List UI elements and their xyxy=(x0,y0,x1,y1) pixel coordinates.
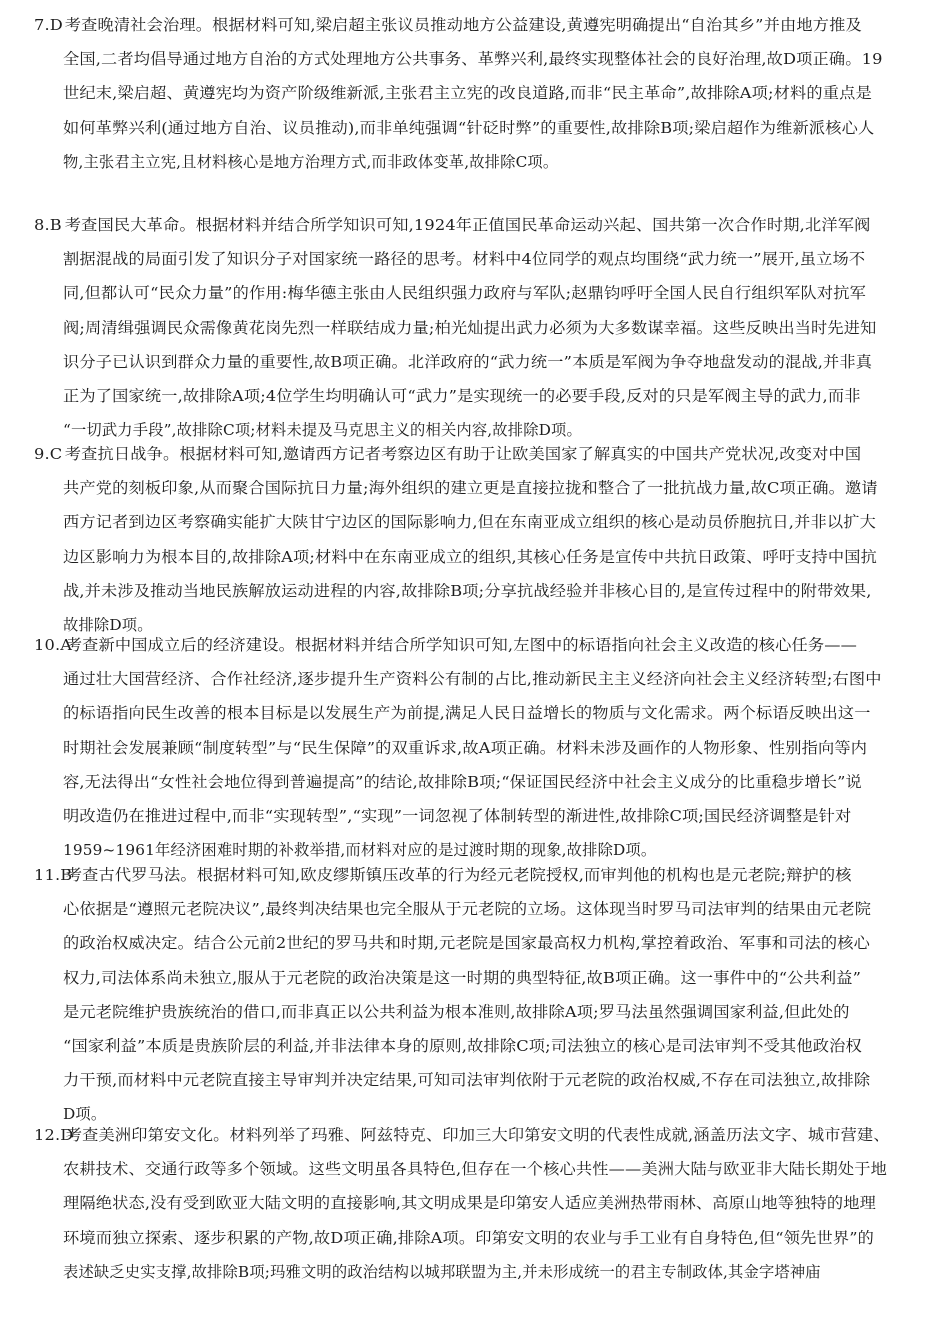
answer-text-line: 1959~1961年经济困难时期的补救举措,而材料对应的是过渡时期的现象,故排除D项。 xyxy=(63,841,657,860)
answer-text-line: 战,并未涉及推动当地民族解放运动进程的内容,故排除B项;分享抗战经验并非核心目的,是宣传过程中的附带效果, xyxy=(63,581,872,600)
answer-text: 考查晚清社会治理。根据材料可知,梁启超主张议员推动地方公益建设,黄遵宪明确提出“自治其乡”并由地方推及 xyxy=(64,16,862,34)
answer-text-line: D项。 xyxy=(63,1105,107,1124)
answer-label: 12.D xyxy=(34,1126,74,1144)
answer-text: 考查新中国成立后的经济建设。根据材料并结合所学知识可知,左图中的标语指向社会主义改造的核心任务—— xyxy=(65,636,858,654)
answer-text-line: 同,但都认可“民众力量”的作用:梅华德主张由人民组织强力政府与军队;赵鼎钧呼吁全国人民自行组织军队对抗军 xyxy=(63,284,867,303)
answer-text-line: 西方记者到边区考察确实能扩大陕甘宁边区的国际影响力,但在东南亚成立组织的核心是动员侨胞抗日,并非以扩大 xyxy=(63,513,876,532)
answer-text-line: 通过壮大国营经济、合作社经济,逐步提升生产资料公有制的占比,推动新民主主义经济向社会主义经济转型;右图中 xyxy=(63,670,882,689)
answer-text-line: “国家利益”本质是贵族阶层的利益,并非法律本身的原则,故排除C项;司法独立的核心是司法审判不受其他政治权 xyxy=(63,1037,862,1055)
answer-text-line: 力干预,而材料中元老院直接主导审判并决定结果,可知司法审判依附于元老院的政治权威,不存在司法独立,故排除 xyxy=(63,1071,871,1090)
answer-text-line: 表述缺乏史实支撑,故排除B项;玛雅文明的政治结构以城邦联盟为主,并未形成统一的君主专制政体,其金字塔神庙 xyxy=(63,1262,821,1281)
answer-first-line xyxy=(34,15,862,35)
answer-label: 10.A xyxy=(34,636,73,654)
answer-first-line xyxy=(34,1125,890,1145)
answer-text-line: 识分子已认识到群众力量的重要性,故B项正确。北洋政府的“武力统一”本质是军阀为争夺地盘发动的混战,并非真 xyxy=(63,352,873,371)
answer-text-line: 权力,司法体系尚未独立,服从于元老院的政治决策是这一时期的典型特征,故B项正确。这一事件中的“公共利益” xyxy=(63,968,862,987)
answer-text-line: 是元老院维护贵族统治的借口,而非真正以公共利益为根本准则,故排除A项;罗马法虽然强调国家利益,但此处的 xyxy=(63,1002,850,1021)
answer-text-line: 世纪末,梁启超、黄遵宪均为资产阶级维新派,主张君主立宪的改良道路,而非“民主革命”,故排除A项;材料的重点是 xyxy=(63,84,872,103)
answer-text-line: 共产党的刻板印象,从而聚合国际抗日力量;海外组织的建立更是直接拉拢和整合了一批抗战力量,故C项正确。邀请 xyxy=(63,479,878,498)
answer-text-line: 故排除D项。 xyxy=(63,616,153,634)
answer-text-line: 物,主张君主立宪,且材料核心是地方治理方式,而非政体变革,故排除C项。 xyxy=(63,152,559,171)
answer-text-line: 如何革弊兴利(通过地方自治、议员推动),而非单纯强调“针砭时弊”的重要性,故排除B项;梁启超作为维新派核心人 xyxy=(63,118,875,137)
answer-label: 7.D xyxy=(34,16,63,34)
answer-label: 9.C xyxy=(34,445,63,463)
answer-text-line: 的标语指向民生改善的根本目标是以发展生产为前提,满足人民日益增长的物质与文化需求。两个标语反映出这一 xyxy=(63,704,871,723)
answer-text-line: 阀;周清缉强调民众需像黄花岗先烈一样联结成力量;柏光灿提出武力必须为大多数谋幸福。这些反映出当时先进知 xyxy=(63,318,877,337)
answer-text-line: 时期社会发展兼顾“制度转型”与“民生保障”的双重诉求,故A项正确。材料未涉及画作的人物形象、性别指向等内 xyxy=(63,738,868,757)
answer-text-line: 环境而独立探索、逐步积累的产物,故D项正确,排除A项。印第安文明的农业与手工业有自身特色,但“领先世界”的 xyxy=(63,1228,875,1247)
answer-label: 8.B xyxy=(34,216,62,234)
answer-text-line: “一切武力手段”,故排除C项;材料未提及马克思主义的相关内容,故排除D项。 xyxy=(63,421,582,440)
answer-text-line: 正为了国家统一,故排除A项;4位学生均明确认可“武力”是实现统一的必要手段,反对的只是军阀主导的武力,而非 xyxy=(63,387,861,405)
answer-first-line xyxy=(34,635,857,655)
answer-label: 11.B xyxy=(34,866,73,884)
answer-text: 考查抗日战争。根据材料可知,邀请西方记者考察边区有助于让欧美国家了解真实的中国共产党状况,改变对中国 xyxy=(64,445,862,463)
answer-first-line xyxy=(34,865,852,885)
answer-text: 考查国民大革命。根据材料并结合所学知识可知,1924年正值国民革命运动兴起、国共第一次合作时期,北洋军阀 xyxy=(64,216,871,234)
answer-text-line: 割据混战的局面引发了知识分子对国家统一路径的思考。材料中4位同学的观点均围绕“武力统一”展开,虽立场不 xyxy=(63,250,866,269)
answer-text-line: 全国,二者均倡导通过地方自治的方式处理地方公共事务、革弊兴利,最终实现整体社会的良好治理,故D项正确。19 xyxy=(63,50,883,69)
answer-text: 考查美洲印第安文化。材料列举了玛雅、阿兹特克、印加三大印第安文明的代表性成就,涵盖历法文字、城市营建、 xyxy=(65,1126,890,1144)
answer-text-line: 心依据是“遵照元老院决议”,最终判决结果也完全服从于元老院的立场。这体现当时罗马司法审判的结果由元老院 xyxy=(63,900,872,919)
answer-text-line: 的政治权威决定。结合公元前2世纪的罗马共和时期,元老院是国家最高权力机构,掌控着政治、军事和司法的核心 xyxy=(63,934,871,953)
answer-text-line: 理隔绝状态,没有受到欧亚大陆文明的直接影响,其文明成果是印第安人适应美洲热带雨林、高原山地等独特的地理 xyxy=(63,1194,876,1213)
answer-text: 考查古代罗马法。根据材料可知,欧皮缪斯镇压改革的行为经元老院授权,而审判他的机构也是元老院;辩护的核 xyxy=(65,866,852,884)
answer-text-line: 容,无法得出“女性社会地位得到普遍提高”的结论,故排除B项;“保证国民经济中社会主义成分的比重稳步增长”说 xyxy=(63,772,862,791)
answer-text-line: 农耕技术、交通行政等多个领域。这些文明虽各具特色,但存在一个核心共性——美洲大陆与欧亚非大陆长期处于地 xyxy=(63,1160,888,1179)
answer-first-line xyxy=(34,215,870,235)
answer-text-line: 边区影响力为根本目的,故排除A项;材料中在东南亚成立的组织,其核心任务是宣传中共抗日政策、呼吁支持中国抗 xyxy=(63,547,878,566)
answer-text-line: 明改造仍在推进过程中,而非“实现转型”,“实现”一词忽视了体制转型的渐进性,故排除C项;国民经济调整是针对 xyxy=(63,807,852,825)
answer-first-line xyxy=(34,444,861,464)
